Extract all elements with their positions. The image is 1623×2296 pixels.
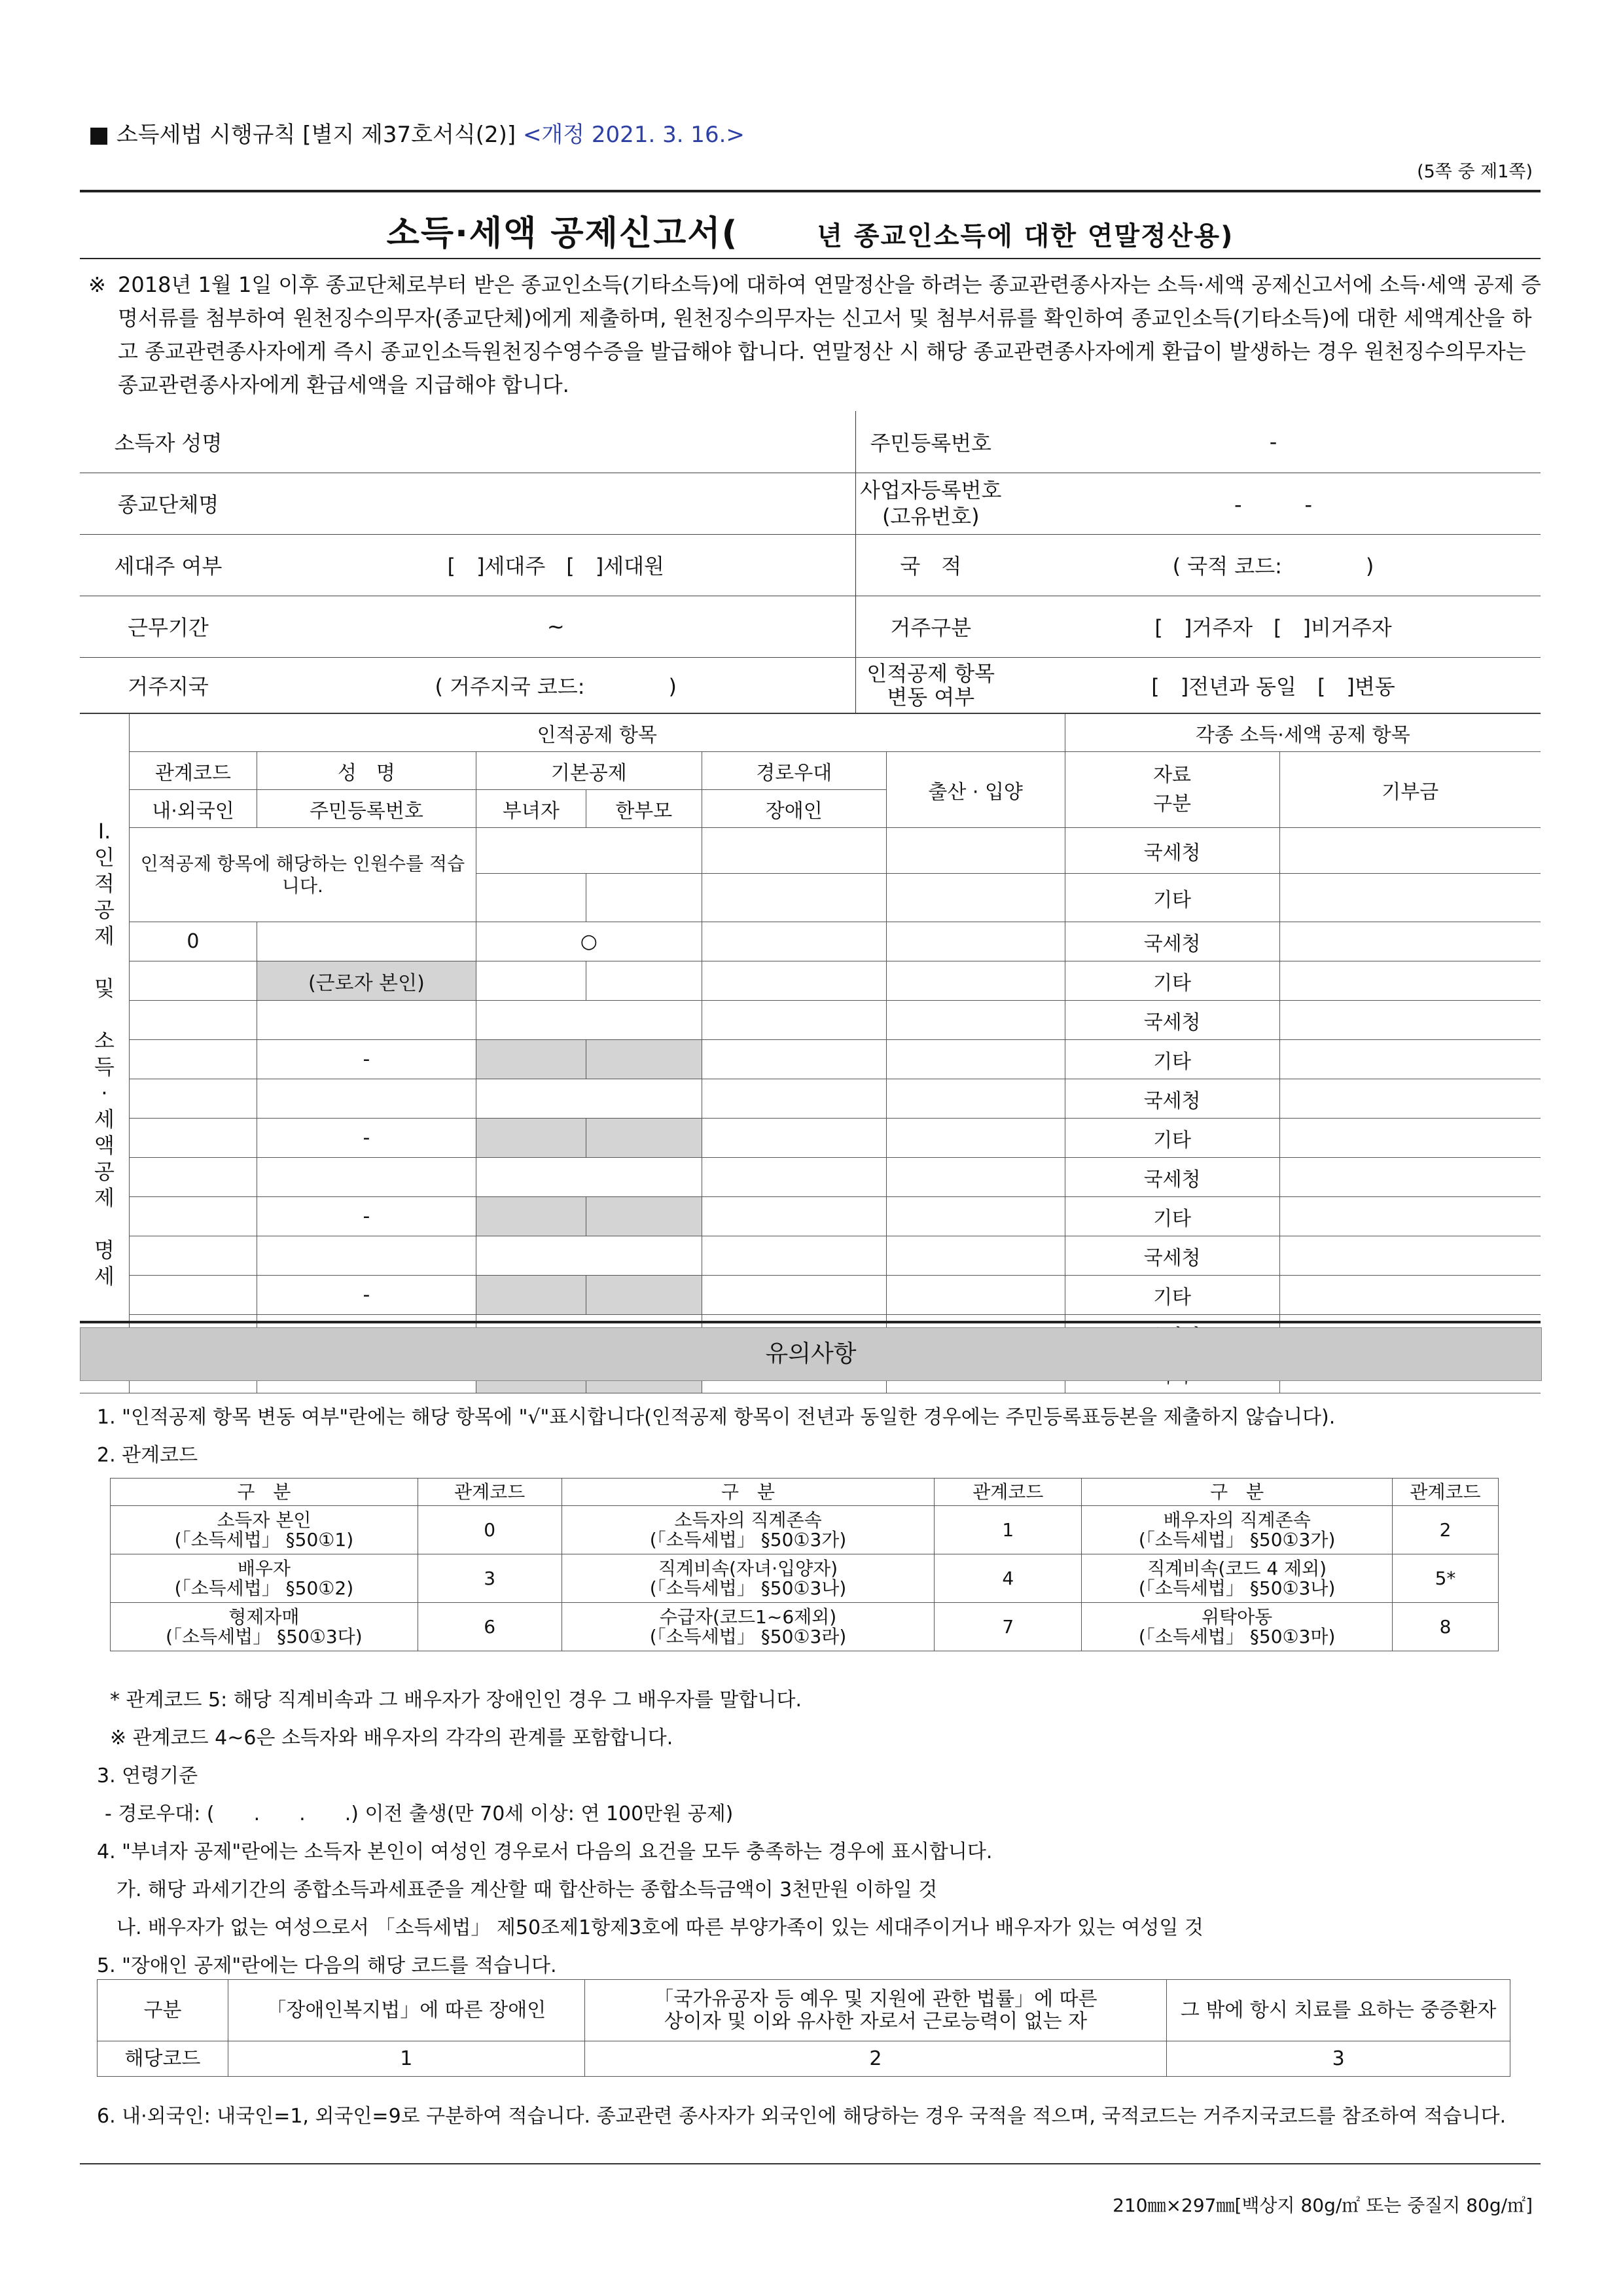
count-elder[interactable] xyxy=(702,828,886,874)
dep-disabled[interactable] xyxy=(702,1040,886,1079)
dep-foreign[interactable] xyxy=(129,1119,257,1158)
dep-disabled[interactable] xyxy=(702,1119,886,1158)
col-source: 자료 구분 xyxy=(1065,752,1279,828)
notice-mark: ※ xyxy=(88,272,106,297)
info-row-household xyxy=(80,534,1541,596)
dep-elder[interactable] xyxy=(702,1001,886,1040)
source-nts: 국세청 xyxy=(1065,1001,1279,1040)
info-row-org xyxy=(80,473,1541,534)
relation-desc: 배우자의 직계존속 (「소득세법」 §50①3가) xyxy=(1082,1506,1393,1554)
donation-field[interactable] xyxy=(1279,828,1541,874)
form-reference xyxy=(88,117,745,149)
relation-desc: 직계비속(자녀·입양자) (「소득세법」 §50①3나) xyxy=(562,1554,935,1603)
nation-field[interactable]: ( 국적 코드: ) xyxy=(1006,534,1541,596)
brn-field[interactable]: - - xyxy=(1006,473,1541,534)
dep-rrn[interactable]: - xyxy=(257,1119,476,1158)
dep-birth-2[interactable] xyxy=(886,1040,1065,1079)
page-indicator: (5쪽 중 제1쪽) xyxy=(1417,162,1533,182)
dep-relcode[interactable] xyxy=(129,1236,257,1276)
title-main: 소득·세액 공제신고서( xyxy=(386,214,739,253)
rel-header-gubun: 구 분 xyxy=(111,1479,418,1506)
self-disabled[interactable] xyxy=(702,961,886,1001)
dep-disabled[interactable] xyxy=(702,1197,886,1236)
resident-checkboxes[interactable]: [ ]거주자 [ ]비거주자 xyxy=(1006,596,1541,657)
brn-label-line2: (고유번호) xyxy=(882,504,980,529)
rel-header-code: 관계코드 xyxy=(418,1479,562,1506)
dep-relcode[interactable] xyxy=(129,1079,257,1119)
note-6: 6. 내·외국인: 내국인=1, 외국인=9로 구분하여 적습니다. 종교관련 종사자가 외국인에 해당하는 경우 국적을 적으며, 국적코드는 거주지국코드를 참조하여 적습니다. xyxy=(97,2105,1507,2128)
revision-date: <개정 2021. 3. 16.> xyxy=(522,122,745,148)
donation-field[interactable] xyxy=(1279,961,1541,1001)
donation-field[interactable] xyxy=(1279,1236,1541,1276)
dep-name[interactable] xyxy=(257,1158,476,1197)
taxpayer-info-table xyxy=(80,411,1541,714)
brn-label xyxy=(855,473,1006,534)
dep-rrn[interactable]: - xyxy=(257,1197,476,1236)
page-title xyxy=(80,206,1541,255)
relation-code: 4 xyxy=(935,1554,1082,1603)
source-other: 기타 xyxy=(1065,1276,1279,1315)
section-side-label: Ⅰ. 인 적 공 제 및 소 득 · 세 액 공 제 명 세 xyxy=(80,714,129,1393)
dep-single xyxy=(586,1119,702,1158)
dis-header-b: 「국가유공자 등 예우 및 지원에 관한 법률」에 따른 상이자 및 이와 유사한 자로서 근로능력이 없는 자 xyxy=(584,1980,1167,2041)
dep-womanhead xyxy=(476,1119,586,1158)
period-label: 근무기간 xyxy=(80,596,257,657)
donation-field[interactable] xyxy=(1279,1276,1541,1315)
info-row-country xyxy=(80,657,1541,713)
col-relcode: 관계코드 xyxy=(129,752,257,790)
dep-foreign[interactable] xyxy=(129,1040,257,1079)
self-name[interactable] xyxy=(257,922,476,961)
donation-field[interactable] xyxy=(1279,1119,1541,1158)
caution-header: 유의사항 xyxy=(80,1327,1542,1381)
group-personal-header: 인적공제 항목 xyxy=(129,714,1065,752)
donation-field[interactable] xyxy=(1279,1079,1541,1119)
relation-row xyxy=(111,1603,1499,1651)
note-3-a: - 경로우대: ( . . .) 이전 출생(만 70세 이상: 연 100만원 공제) xyxy=(105,1803,734,1825)
col-single: 한부모 xyxy=(586,790,702,828)
self-label: (근로자 본인) xyxy=(257,961,476,1001)
resident-label: 거주구분 xyxy=(855,596,1006,657)
footer-divider xyxy=(80,2163,1541,2164)
donation-field[interactable] xyxy=(1279,874,1541,922)
dep-rrn[interactable]: - xyxy=(257,1276,476,1315)
dep-elder[interactable] xyxy=(702,1236,886,1276)
source-other: 기타 xyxy=(1065,1119,1279,1158)
dep-birth[interactable] xyxy=(886,1236,1065,1276)
count-note: 인적공제 항목에 해당하는 인원수를 적습니다. xyxy=(129,828,476,922)
self-foreign[interactable] xyxy=(129,961,257,1001)
paper-spec: 210㎜×297㎜[백상지 80g/㎡ 또는 중질지 80g/㎡] xyxy=(1113,2195,1533,2216)
col-name: 성 명 xyxy=(257,752,476,790)
change-label xyxy=(855,657,1006,713)
disability-code-table xyxy=(97,1979,1510,2077)
dep-single xyxy=(586,1197,702,1236)
rel-header-code: 관계코드 xyxy=(1393,1479,1499,1506)
count-birth[interactable] xyxy=(886,828,1065,874)
rrn-label: 주민등록번호 xyxy=(855,411,1006,473)
count-birth-2[interactable] xyxy=(886,874,1065,922)
section-divider xyxy=(80,1321,1541,1323)
note-2: 2. 관계코드 xyxy=(97,1444,198,1467)
dis-code-c: 3 xyxy=(1167,2041,1510,2077)
source-nts: 국세청 xyxy=(1065,1236,1279,1276)
col-elder: 경로우대 xyxy=(702,752,886,790)
source-nts: 국세청 xyxy=(1065,828,1279,874)
dis-code-a: 1 xyxy=(228,2041,584,2077)
donation-field[interactable] xyxy=(1279,1040,1541,1079)
col-rrn: 주민등록번호 xyxy=(257,790,476,828)
count-single[interactable] xyxy=(586,874,702,922)
source-other: 기타 xyxy=(1065,1040,1279,1079)
dep-relcode[interactable] xyxy=(129,1158,257,1197)
dis-code-label: 해당코드 xyxy=(98,2041,228,2077)
self-single[interactable] xyxy=(586,961,702,1001)
dep-disabled[interactable] xyxy=(702,1276,886,1315)
dep-womanhead xyxy=(476,1197,586,1236)
self-womanhead[interactable] xyxy=(476,961,586,1001)
note-2-star: * 관계코드 5: 해당 직계비속과 그 배우자가 장애인인 경우 그 배우자를 말합니다. xyxy=(110,1689,802,1712)
dep-elder[interactable] xyxy=(702,1079,886,1119)
relation-code: 0 xyxy=(418,1506,562,1554)
household-checkboxes[interactable]: [ ]세대주 [ ]세대원 xyxy=(257,534,855,596)
self-birth-2[interactable] xyxy=(886,961,1065,1001)
relation-code: 2 xyxy=(1393,1506,1499,1554)
donation-field[interactable] xyxy=(1279,1158,1541,1197)
brn-label-line1: 사업자등록번호 xyxy=(860,478,1002,503)
dep-womanhead xyxy=(476,1276,586,1315)
relation-code: 5* xyxy=(1393,1554,1499,1603)
rel-header-code: 관계코드 xyxy=(935,1479,1082,1506)
name-label: 소득자 성명 xyxy=(80,411,257,473)
dep-elder[interactable] xyxy=(702,1158,886,1197)
note-3: 3. 연령기준 xyxy=(97,1765,198,1787)
count-womanhead[interactable] xyxy=(476,874,586,922)
count-basic[interactable] xyxy=(476,828,702,874)
dep-foreign[interactable] xyxy=(129,1276,257,1315)
dep-foreign[interactable] xyxy=(129,1197,257,1236)
dep-basic[interactable] xyxy=(476,1079,702,1119)
dep-name[interactable] xyxy=(257,1079,476,1119)
dep-birth-2[interactable] xyxy=(886,1197,1065,1236)
change-label-line2: 변동 여부 xyxy=(887,684,975,709)
dep-birth[interactable] xyxy=(886,1001,1065,1040)
note-4: 4. "부녀자 공제"란에는 소득자 본인이 여성인 경우로서 다음의 요건을 모두 충족하는 경우에 표시합니다. xyxy=(97,1840,993,1863)
col-foreign: 내·외국인 xyxy=(129,790,257,828)
self-basic-mark: ○ xyxy=(476,922,702,961)
dep-birth-2[interactable] xyxy=(886,1119,1065,1158)
relation-desc: 형제자매 (「소득세법」 §50①3다) xyxy=(111,1603,418,1651)
note-2-ref: ※ 관계코드 4~6은 소득자와 배우자의 각각의 관계를 포함합니다. xyxy=(110,1727,673,1749)
dep-birth-2[interactable] xyxy=(886,1276,1065,1315)
relation-desc: 소득자의 직계존속 (「소득세법」 §50①3가) xyxy=(562,1506,935,1554)
dep-basic[interactable] xyxy=(476,1236,702,1276)
dep-name[interactable] xyxy=(257,1001,476,1040)
group-tax-header: 각종 소득·세액 공제 항목 xyxy=(1065,714,1541,752)
note-4-b: 나. 배우자가 없는 여성으로서 「소득세법」 제50조제1항제3호에 따른 부양가족이 있는 세대주이거나 배우자가 있는 여성일 것 xyxy=(116,1916,1204,1939)
notice-text: 2018년 1월 1일 이후 종교단체로부터 받은 종교인소득(기타소득)에 대하여 연말정산을 하려는 종교관련종사자는 소득·세액 공제신고서에 소득·세액 공제 증명서류를 첨부하여 원천징수의무자(종교단체)에게 제출하며, 원천징수의무자는 신고서 및 첨부서류를 확인하여 종교인소득(기타소득)에 대한 세액계산을 하고 종교관련종사자에게 즉시 종교인소득원천징수영수증을 발급해야 합니다. 연말정산 시 해당 종교관련종사자에게 환급이 발생하는 경우 원천징수의무자는 종교관련종사자에게 환급세액을 지급해야 합니다. xyxy=(118,272,1541,397)
nation-label: 국 적 xyxy=(855,534,1006,596)
relation-code-table xyxy=(110,1478,1499,1651)
relation-desc: 배우자 (「소득세법」 §50①2) xyxy=(111,1554,418,1603)
rrn-field[interactable]: - xyxy=(1006,411,1541,473)
note-1: 1. "인적공제 항목 변동 여부"란에는 해당 항목에 "√"표시합니다(인적공제 항목이 전년과 동일한 경우에는 주민등록표등본을 제출하지 않습니다). xyxy=(97,1406,1336,1429)
title-sub: 년 종교인소득에 대한 연말정산용) xyxy=(817,221,1234,251)
dep-single xyxy=(586,1276,702,1315)
notice-box xyxy=(88,268,1544,402)
dep-rrn[interactable]: - xyxy=(257,1040,476,1079)
name-field[interactable] xyxy=(257,411,855,473)
col-basic: 기본공제 xyxy=(476,752,702,790)
relation-desc: 수급자(코드1~6제외) (「소득세법」 §50①3라) xyxy=(562,1603,935,1651)
relation-code: 7 xyxy=(935,1603,1082,1651)
org-label: 종교단체명 xyxy=(80,473,257,534)
source-nts: 국세청 xyxy=(1065,922,1279,961)
household-label: 세대주 여부 xyxy=(80,534,257,596)
col-disabled: 장애인 xyxy=(702,790,886,828)
deduction-detail-table xyxy=(80,713,1541,1393)
info-row-period xyxy=(80,596,1541,657)
self-birth[interactable] xyxy=(886,922,1065,961)
info-row-name xyxy=(80,411,1541,473)
col-birth: 출산 · 입양 xyxy=(886,752,1065,828)
donation-field[interactable] xyxy=(1279,1197,1541,1236)
relation-desc: 소득자 본인 (「소득세법」 §50①1) xyxy=(111,1506,418,1554)
note-5: 5. "장애인 공제"란에는 다음의 해당 코드를 적습니다. xyxy=(97,1954,557,1977)
change-label-line1: 인적공제 항목 xyxy=(866,660,995,686)
dep-birth[interactable] xyxy=(886,1079,1065,1119)
source-nts: 국세청 xyxy=(1065,1079,1279,1119)
donation-field[interactable] xyxy=(1279,922,1541,961)
count-disabled[interactable] xyxy=(702,874,886,922)
relation-code: 1 xyxy=(935,1506,1082,1554)
source-other: 기타 xyxy=(1065,874,1279,922)
relation-desc: 위탁아동 (「소득세법」 §50①3마) xyxy=(1082,1603,1393,1651)
dep-name[interactable] xyxy=(257,1236,476,1276)
dis-code-b: 2 xyxy=(584,2041,1167,2077)
title-bar xyxy=(80,190,1541,259)
relation-desc: 직계비속(코드 4 제외) (「소득세법」 §50①3나) xyxy=(1082,1554,1393,1603)
dis-header-a: 「장애인복지법」에 따른 장애인 xyxy=(228,1980,584,2041)
relation-code: 6 xyxy=(418,1603,562,1651)
relation-code: 8 xyxy=(1393,1603,1499,1651)
dis-header-gubun: 구분 xyxy=(98,1980,228,2041)
self-relcode: 0 xyxy=(129,922,257,961)
relation-row xyxy=(111,1506,1499,1554)
rel-header-gubun: 구 분 xyxy=(562,1479,935,1506)
dis-header-c: 그 밖에 항시 치료를 요하는 중증환자 xyxy=(1167,1980,1510,2041)
self-elder[interactable] xyxy=(702,922,886,961)
country-label: 거주지국 xyxy=(80,657,257,713)
dep-relcode[interactable] xyxy=(129,1001,257,1040)
relation-row xyxy=(111,1554,1499,1603)
dep-single xyxy=(586,1040,702,1079)
dep-birth[interactable] xyxy=(886,1158,1065,1197)
source-nts: 국세청 xyxy=(1065,1158,1279,1197)
note-4-a: 가. 해당 과세기간의 종합소득과세표준을 계산할 때 합산하는 종합소득금액이 3천만원 이하일 것 xyxy=(116,1878,938,1901)
period-field[interactable]: ~ xyxy=(257,596,855,657)
country-field[interactable]: ( 거주지국 코드: ) xyxy=(257,657,855,713)
donation-field[interactable] xyxy=(1279,1001,1541,1040)
source-other: 기타 xyxy=(1065,1197,1279,1236)
law-reference: ■ 소득세법 시행규칙 [별지 제37호서식(2)] xyxy=(88,122,516,148)
col-donation: 기부금 xyxy=(1279,752,1541,828)
col-womanhead: 부녀자 xyxy=(476,790,586,828)
rel-header-gubun: 구 분 xyxy=(1082,1479,1393,1506)
relation-code: 3 xyxy=(418,1554,562,1603)
dep-womanhead xyxy=(476,1040,586,1079)
source-other: 기타 xyxy=(1065,961,1279,1001)
org-field[interactable] xyxy=(257,473,855,534)
dep-basic[interactable] xyxy=(476,1001,702,1040)
dep-basic[interactable] xyxy=(476,1158,702,1197)
change-checkboxes[interactable]: [ ]전년과 동일 [ ]변동 xyxy=(1006,657,1541,713)
